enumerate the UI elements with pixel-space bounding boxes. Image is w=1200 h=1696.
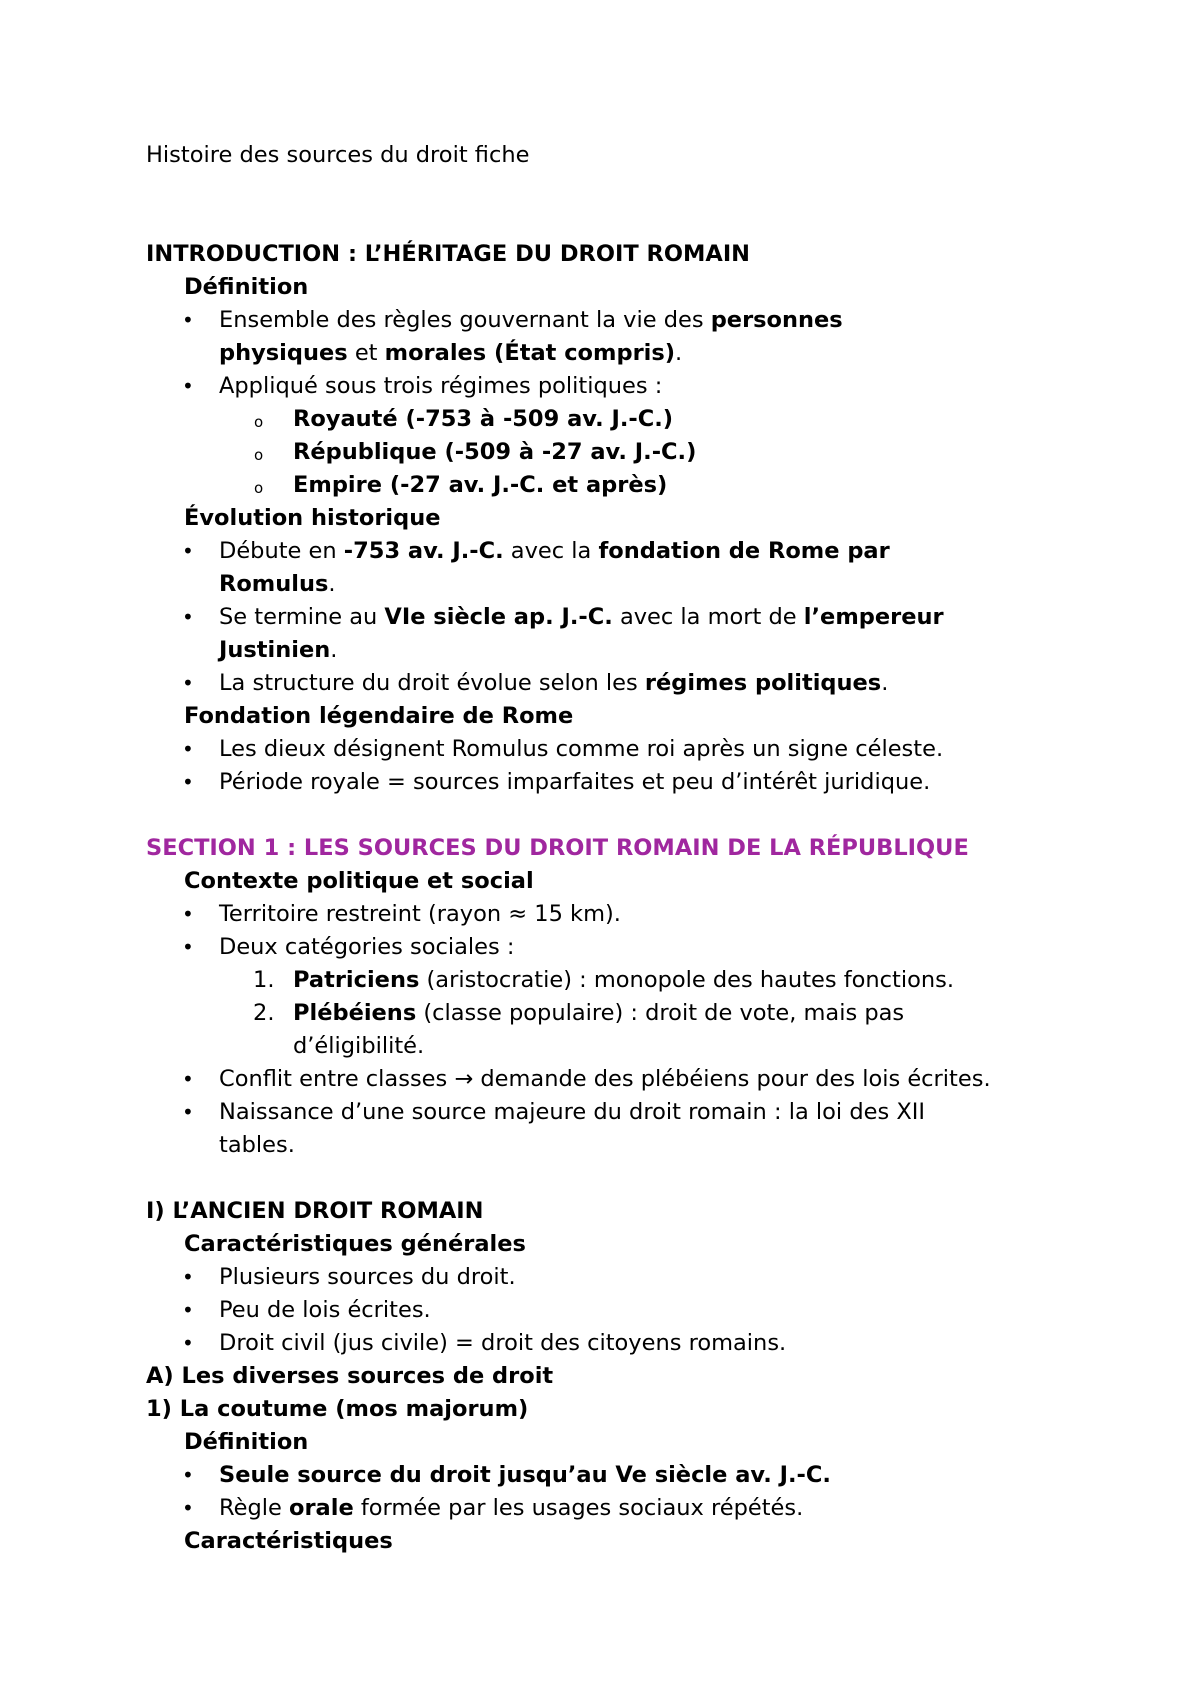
bullet-icon: • xyxy=(182,770,194,794)
bullet-icon: • xyxy=(182,1067,194,1091)
sub-list-item: Royauté (-753 à -509 av. J.-C.) xyxy=(293,406,674,432)
list-item-continuation: Romulus. xyxy=(219,571,336,597)
list-item: Naissance d’une source majeure du droit romain : la loi des XII xyxy=(219,1099,926,1125)
definition-heading: Définition xyxy=(184,1429,309,1455)
bullet-icon: • xyxy=(182,671,194,695)
bullet-icon: • xyxy=(182,308,194,332)
circle-bullet-icon: o xyxy=(254,446,264,464)
list-number: 2. xyxy=(253,1000,275,1026)
section-heading: SECTION 1 : LES SOURCES DU DROIT ROMAIN DE LA RÉPUBLIQUE xyxy=(146,835,969,861)
sub-list-item: Empire (-27 av. J.-C. et après) xyxy=(293,472,668,498)
circle-bullet-icon: o xyxy=(254,413,264,431)
part-heading: I) L’ANCIEN DROIT ROMAIN xyxy=(146,1198,484,1224)
bullet-icon: • xyxy=(182,935,194,959)
list-item: Période royale = sources imparfaites et peu d’intérêt juridique. xyxy=(219,769,931,795)
sub-list-item: République (-509 à -27 av. J.-C.) xyxy=(293,439,697,465)
list-item: Peu de lois écrites. xyxy=(219,1297,431,1323)
list-item-continuation: tables. xyxy=(219,1132,295,1158)
bullet-icon: • xyxy=(182,1265,194,1289)
numbered-item: Patriciens (aristocratie) : monopole des hautes fonctions. xyxy=(293,967,955,993)
bullet-icon: • xyxy=(182,1298,194,1322)
fondation-heading: Fondation légendaire de Rome xyxy=(184,703,574,729)
caracteristiques-heading: Caractéristiques xyxy=(184,1528,393,1554)
circle-bullet-icon: o xyxy=(254,479,264,497)
subsection-heading-a: A) Les diverses sources de droit xyxy=(146,1363,554,1389)
subsection-heading-1: 1) La coutume (mos majorum) xyxy=(146,1396,529,1422)
bullet-icon: • xyxy=(182,374,194,398)
bullet-icon: • xyxy=(182,1463,194,1487)
list-item: Territoire restreint (rayon ≈ 15 km). xyxy=(219,901,621,927)
bullet-icon: • xyxy=(182,1100,194,1124)
list-item: Deux catégories sociales : xyxy=(219,934,515,960)
list-item: La structure du droit évolue selon les régimes politiques. xyxy=(219,670,889,696)
document-title: Histoire des sources du droit fiche xyxy=(146,142,530,168)
carac-heading: Caractéristiques générales xyxy=(184,1231,526,1257)
list-item: Se termine au VIe siècle ap. J.-C. avec la mort de l’empereur xyxy=(219,604,944,630)
contexte-heading: Contexte politique et social xyxy=(184,868,534,894)
list-item: Ensemble des règles gouvernant la vie des personnes xyxy=(219,307,843,333)
list-item-continuation: physiques et morales (État compris). xyxy=(219,340,683,366)
list-item: Seule source du droit jusqu’au Ve siècle av. J.-C. xyxy=(219,1462,831,1488)
bullet-icon: • xyxy=(182,902,194,926)
list-item: Appliqué sous trois régimes politiques : xyxy=(219,373,663,399)
bullet-icon: • xyxy=(182,737,194,761)
bullet-icon: • xyxy=(182,539,194,563)
bullet-icon: • xyxy=(182,605,194,629)
list-item-continuation: Justinien. xyxy=(219,637,338,663)
numbered-item: Plébéiens (classe populaire) : droit de vote, mais pas xyxy=(293,1000,905,1026)
evolution-heading: Évolution historique xyxy=(184,505,441,531)
bullet-icon: • xyxy=(182,1331,194,1355)
list-item: Conflit entre classes → demande des plébéiens pour des lois écrites. xyxy=(219,1066,991,1092)
list-item: Plusieurs sources du droit. xyxy=(219,1264,516,1290)
bullet-icon: • xyxy=(182,1496,194,1520)
list-number: 1. xyxy=(253,967,275,993)
list-item: Débute en -753 av. J.-C. avec la fondation de Rome par xyxy=(219,538,890,564)
numbered-item-continuation: d’éligibilité. xyxy=(293,1033,425,1059)
list-item: Les dieux désignent Romulus comme roi après un signe céleste. xyxy=(219,736,944,762)
definition-heading: Définition xyxy=(184,274,309,300)
intro-heading: INTRODUCTION : L’HÉRITAGE DU DROIT ROMAIN xyxy=(146,241,751,267)
list-item: Règle orale formée par les usages sociaux répétés. xyxy=(219,1495,804,1521)
list-item: Droit civil (jus civile) = droit des citoyens romains. xyxy=(219,1330,787,1356)
